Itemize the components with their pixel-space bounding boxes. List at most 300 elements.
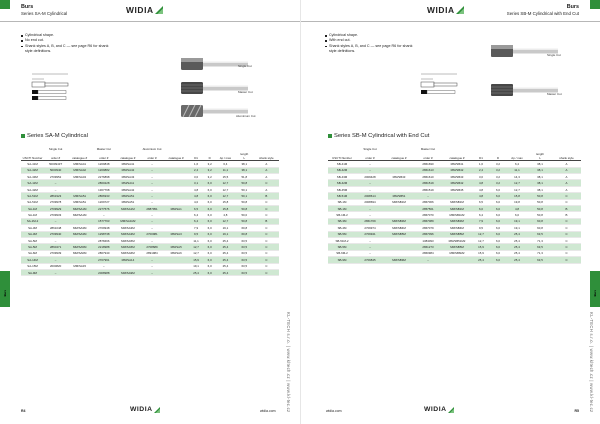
table-header-cell: order # xyxy=(141,156,164,161)
table-cell: 2867070 xyxy=(414,212,442,218)
vertical-url: KL-TECH s.r.o. | www.kltech.cz | www.kl-tec.cz xyxy=(589,312,594,413)
table-cell: 2709940 xyxy=(44,231,67,237)
table-cell: 6,0 xyxy=(203,193,216,199)
table-cell: 14,3 xyxy=(506,174,528,180)
table-cell: MM/SB6M2 xyxy=(442,250,472,256)
table-cell: 2008614 xyxy=(356,193,384,199)
table-cell: 2709941 xyxy=(356,231,384,237)
widia-logo-icon xyxy=(448,407,454,413)
table-cell: SB-4M xyxy=(328,225,356,231)
footer-logo-text: WIDIA xyxy=(424,406,447,413)
table-cell: MM/SA1M2 xyxy=(115,218,140,224)
table-header-cell: Aluminium Cut xyxy=(142,147,162,152)
table-cell: 60,8 xyxy=(528,225,552,231)
table-header-cell: L xyxy=(528,156,552,161)
table-header-cell: catalogue # xyxy=(442,156,472,161)
table-cell: 2867079 xyxy=(414,225,442,231)
table-cell: SB-45M xyxy=(328,186,356,192)
table-cell: 15,5 xyxy=(216,174,235,180)
table-cell: 2009428 xyxy=(356,174,384,180)
table-cell: 25,4 xyxy=(216,244,235,250)
table-cell: 2277576 xyxy=(92,206,115,212)
page-header xyxy=(301,0,600,22)
table-cell: 2700981 xyxy=(141,231,164,237)
table-cell: 2887951 xyxy=(141,206,164,212)
table-header-cell: USCTI Number xyxy=(22,156,43,161)
page-footer xyxy=(0,404,300,424)
table-cell: 50,1 xyxy=(235,193,254,199)
table-cell: 25,4 xyxy=(506,237,528,243)
table-cell: 2867066 xyxy=(414,199,442,205)
table-cell: C xyxy=(552,199,581,205)
table-cell: MM/SB3M xyxy=(442,218,472,224)
table-cell: 71,3 xyxy=(528,250,552,256)
table-cell: 12,7 xyxy=(216,193,235,199)
page-subtitle: Series SA-M Cylindrical xyxy=(21,11,68,16)
table-cell: 2709845 xyxy=(356,257,384,263)
table-cell: MM/SA3 xyxy=(164,231,189,237)
table-cell: SA-11M xyxy=(21,180,44,186)
table-cell: 19,1 xyxy=(189,263,204,269)
table-cell: SA-15M xyxy=(21,263,44,269)
bullet-item: With end cut. xyxy=(325,38,420,43)
table-cell: 3,1 xyxy=(189,180,204,186)
table-cell: C xyxy=(552,244,581,250)
table-cell: – xyxy=(356,161,384,167)
table-cell: 63,5 xyxy=(235,257,254,263)
table-cell: 6,0 xyxy=(490,206,506,212)
table-header-cell: order # xyxy=(92,156,115,161)
table-cell: 19,8 xyxy=(506,199,528,205)
table-header-cell: length xyxy=(536,151,544,156)
table-cell: C xyxy=(254,225,279,231)
table-cell: C xyxy=(254,263,279,269)
table-cell: – xyxy=(92,263,115,269)
table-cell: 7,9 xyxy=(472,218,490,224)
table-cell: MM/SA51 xyxy=(115,193,140,199)
table-cell: 3,0 xyxy=(472,174,490,180)
table-header-cell: D1 xyxy=(189,156,204,161)
table-cell: SA-5M xyxy=(21,244,44,250)
table-cell: C xyxy=(254,231,279,237)
table-cell: MM/SB51 xyxy=(384,193,414,199)
table-cell: 19,1 xyxy=(506,218,528,224)
table-row xyxy=(21,269,279,275)
table-cell: 11,1 xyxy=(189,237,204,243)
widia-logo-icon xyxy=(154,407,160,413)
table-cell: 25,4 xyxy=(216,250,235,256)
table-cell: 38,1 xyxy=(528,186,552,192)
table-cell: 50,8 xyxy=(235,180,254,186)
table-cell: MM/SB3M xyxy=(384,218,414,224)
table-cell: MM/SA43 xyxy=(115,174,140,180)
table-cell: MM/SA42 xyxy=(67,167,92,173)
table-cell: – xyxy=(141,186,164,192)
table-cell: 15,9 xyxy=(472,250,490,256)
section-square-icon xyxy=(21,134,25,138)
table-cell: 6,0 xyxy=(203,206,216,212)
section-title-text: Series SB-M Cylindrical with End Cut xyxy=(334,133,430,139)
side-tab-label: Burs xyxy=(3,290,7,297)
table-cell: 63,5 xyxy=(528,231,552,237)
table-cell: SB-42M xyxy=(328,180,356,186)
table-cell: 2861923 xyxy=(44,193,67,199)
table-cell: 6,0 xyxy=(203,199,216,205)
table-cell: SA-1M xyxy=(21,206,44,212)
table-cell: 4,8 xyxy=(189,193,204,199)
table-cell: 3,0 xyxy=(189,174,204,180)
table-cell: 6,0 xyxy=(490,237,506,243)
table-cell: 6,4 xyxy=(506,161,528,167)
table-cell: MM/SA3M xyxy=(67,225,92,231)
table-cell: 2218988 xyxy=(92,244,115,250)
table-cell: 15,8 xyxy=(216,206,235,212)
table-cell: 4,8 xyxy=(506,206,528,212)
bullet-item: Cylindrical shape. xyxy=(325,33,420,38)
widia-logo-icon xyxy=(456,6,464,14)
table-cell: A xyxy=(254,167,279,173)
table-cell: 6,0 xyxy=(490,244,506,250)
table-cell: 6,0 xyxy=(203,263,216,269)
table-cell: SA-42M xyxy=(21,167,44,173)
table-cell: 60,8 xyxy=(235,231,254,237)
table-header-cell: catalogue # xyxy=(384,156,414,161)
table-cell: 50,1 xyxy=(235,186,254,192)
table-cell: 12,7 xyxy=(506,180,528,186)
table-cell: 1384093 xyxy=(414,237,442,243)
table-cell: 2866933 xyxy=(92,193,115,199)
table-cell: 1307768 xyxy=(92,186,115,192)
footer-logo xyxy=(130,406,160,413)
product-table xyxy=(328,147,581,264)
page-footer xyxy=(301,404,600,424)
table-cell: – xyxy=(356,212,384,218)
table-cell: SB-3M xyxy=(328,218,356,224)
table-cell: 6,4 xyxy=(472,212,490,218)
table-cell: 19,1 xyxy=(216,231,235,237)
table-cell: MM/SA9M xyxy=(115,269,140,275)
table-cell: 2857561 xyxy=(414,206,442,212)
table-cell: 2861519 xyxy=(414,186,442,192)
tool-caption: Single Cut xyxy=(238,64,252,68)
table-cell: – xyxy=(141,237,164,243)
tool-caption: Master Cut xyxy=(547,92,562,96)
table-cell: SB-5M xyxy=(328,231,356,237)
table-cell: 11,1 xyxy=(216,167,235,173)
table-cell: 25,4 xyxy=(506,244,528,250)
table-cell: – xyxy=(356,186,384,192)
table-cell: A xyxy=(552,161,581,167)
table-cell: 63,5 xyxy=(528,257,552,263)
table-cell: – xyxy=(44,269,67,275)
table-cell: 2861048 xyxy=(44,225,67,231)
table-cell: 4,8 xyxy=(472,180,490,186)
dimension-diagram xyxy=(30,70,70,100)
table-cell: 1209727 xyxy=(92,199,115,205)
table-cell: – xyxy=(141,263,164,269)
table-cell: 1209848 xyxy=(92,161,115,167)
table-cell: A xyxy=(552,174,581,180)
table-cell: 6,0 xyxy=(490,257,506,263)
table-cell: SA-1M xyxy=(21,212,44,218)
table-cell: 6,0 xyxy=(490,218,506,224)
table-cell: SB-51M-2 xyxy=(328,237,356,243)
table-cell: – xyxy=(44,218,67,224)
table-cell: 15,9 xyxy=(472,244,490,250)
table-cell: 60,8 xyxy=(235,225,254,231)
table-cell: MM/SA5M xyxy=(115,244,140,250)
table-cell: 12,7 xyxy=(506,186,528,192)
table-cell: C xyxy=(254,250,279,256)
footer-site-link[interactable]: widia.com xyxy=(326,409,342,413)
table-cell: – xyxy=(141,269,164,275)
table-cell: SB-9M xyxy=(328,257,356,263)
table-cell: 60,8 xyxy=(528,218,552,224)
dimension-diagram xyxy=(419,70,459,100)
table-cell: 3,2 xyxy=(203,167,216,173)
table-cell: C xyxy=(254,269,279,275)
table-cell: C xyxy=(552,218,581,224)
table-cell: MM/SB45 xyxy=(442,186,472,192)
table-cell: 12,7 xyxy=(216,186,235,192)
table-cell: MM/SA11 xyxy=(115,180,140,186)
table-cell: B xyxy=(552,206,581,212)
table-cell: 1577763 xyxy=(92,218,115,224)
table-cell: 2861610 xyxy=(414,174,442,180)
table-cell: SB-6M-2 xyxy=(328,250,356,256)
table-cell: 6,0 xyxy=(203,212,216,218)
table-cell: 6,5 xyxy=(472,199,490,205)
table-cell: SA-42M xyxy=(21,186,44,192)
table-cell: 2708689 xyxy=(141,244,164,250)
table-cell: 63,5 xyxy=(528,244,552,250)
table-header-cell: L xyxy=(235,156,254,161)
footer-site-link[interactable]: widia.com xyxy=(260,409,276,413)
table-cell: 6,5 xyxy=(189,206,204,212)
table-cell: B xyxy=(254,218,279,224)
table-cell: 25,4 xyxy=(216,269,235,275)
table-cell: 2709978 xyxy=(44,199,67,205)
table-cell: MM/SB1M xyxy=(442,206,472,212)
table-cell: MM/SA42 xyxy=(115,186,140,192)
table-cell: 4,0 xyxy=(189,199,204,205)
table-cell: SB-1M-2 xyxy=(328,212,356,218)
table-cell: 6,0 xyxy=(472,206,490,212)
table-cell: 2878466 xyxy=(92,237,115,243)
table-cell: 6,0 xyxy=(490,186,506,192)
table-cell: 6,4 xyxy=(216,161,235,167)
table-cell: 12,7 xyxy=(216,180,235,186)
table-cell: 71,3 xyxy=(528,237,552,243)
table-cell: C xyxy=(552,237,581,243)
table-cell: 2709933 xyxy=(44,212,67,218)
table-cell: 2709948 xyxy=(92,225,115,231)
table-cell: SA-3M xyxy=(21,225,44,231)
table-header-cell: Master Cut xyxy=(96,147,111,152)
table-cell: 2709952 xyxy=(44,174,67,180)
table-cell: 12,7 xyxy=(216,218,235,224)
bullet-item: Shank styles A, B, and C — see page R6 for shank style definitions. xyxy=(21,44,116,55)
table-cell: MM/SB43 xyxy=(442,174,472,180)
table-header-cell: D xyxy=(490,156,506,161)
table-cell: – xyxy=(356,244,384,250)
section-square-icon xyxy=(328,134,332,138)
table-cell: 5000943T xyxy=(44,161,67,167)
table-cell: 2867940 xyxy=(92,250,115,256)
table-cell: MM/SA3M xyxy=(67,231,92,237)
footer-logo xyxy=(424,406,454,413)
table-cell xyxy=(164,269,189,275)
page-title: Burs xyxy=(566,4,579,10)
table-header-cell: order # xyxy=(44,156,67,161)
table-cell: MM/SB42 xyxy=(442,180,472,186)
table-cell: 12,7 xyxy=(472,231,490,237)
table-cell: 2707961 xyxy=(92,257,115,263)
table-cell: MM/SA41 xyxy=(115,161,140,167)
table-cell: – xyxy=(141,199,164,205)
table-cell: 50,8 xyxy=(528,212,552,218)
logo-text: WIDIA xyxy=(427,5,455,15)
table-cell: 12,7 xyxy=(472,237,490,243)
table-cell: 50,0 xyxy=(235,212,254,218)
table-cell: – xyxy=(44,237,67,243)
table-cell: 2709939 xyxy=(44,250,67,256)
table-cell: SB-1M xyxy=(328,206,356,212)
table-cell: 38,1 xyxy=(528,161,552,167)
table-cell: 6,0 xyxy=(506,212,528,218)
side-tab xyxy=(590,271,600,307)
table-cell: – xyxy=(141,257,164,263)
page-header xyxy=(0,0,300,22)
table-cell: 2008694 xyxy=(356,199,384,205)
table-cell: 3,2 xyxy=(490,167,506,173)
table-cell: 25,4 xyxy=(189,269,204,275)
table-cell: 4,8 xyxy=(472,186,490,192)
table-cell: 38,1 xyxy=(528,167,552,173)
feature-bullets xyxy=(325,33,420,55)
table-cell: MM/SB1M xyxy=(442,199,472,205)
table-cell: 50,8 xyxy=(235,199,254,205)
table-cell: MM/SA6M xyxy=(115,250,140,256)
table-cell: 4,8 xyxy=(189,186,204,192)
table-cell: 6,0 xyxy=(203,225,216,231)
tool-caption: Aluminium Cut xyxy=(236,114,256,118)
table-cell: MM/SA1M xyxy=(115,206,140,212)
table-cell: MM/SB51M2 xyxy=(442,237,472,243)
table-header-cell: length xyxy=(240,151,249,156)
table-cell: 1209882 xyxy=(92,167,115,173)
table-cell: – xyxy=(44,257,67,263)
table-cell: 6,0 xyxy=(203,257,216,263)
table-cell: 51,8 xyxy=(235,174,254,180)
table-cell: – xyxy=(141,161,164,167)
table-cell: – xyxy=(414,193,442,199)
table-cell: SB-43M xyxy=(328,174,356,180)
table-cell: 2860228 xyxy=(92,180,115,186)
table-cell: 4,8 xyxy=(472,193,490,199)
table-cell: 6,0 xyxy=(490,225,506,231)
table-cell: SA-9M xyxy=(21,269,44,275)
section-title xyxy=(21,133,88,139)
table-cell: 50,8 xyxy=(528,199,552,205)
tool-caption: Single Cut xyxy=(547,53,561,57)
table-cell: 15,9 xyxy=(189,257,204,263)
table-cell: SA-43M xyxy=(21,174,44,180)
table-cell: B xyxy=(254,193,279,199)
table-cell: 38,1 xyxy=(235,161,254,167)
table-cell: MM/SB41 xyxy=(442,161,472,167)
table-cell: A xyxy=(254,161,279,167)
table-cell: MM/SB4M xyxy=(442,225,472,231)
table-cell: MM/SA1M xyxy=(67,212,92,218)
table-cell: 1,6 xyxy=(472,161,490,167)
table-cell: 2867096 xyxy=(414,231,442,237)
table-cell: SB-42M xyxy=(328,167,356,173)
bullet-item: Shank styles A, B, and C — see page R6 for shank style definitions. xyxy=(325,44,420,55)
table-cell: 2861613 xyxy=(414,167,442,173)
table-cell: 25,4 xyxy=(506,257,528,263)
table-cell: – xyxy=(356,250,384,256)
widia-logo xyxy=(126,5,163,15)
table-cell: SB-51M xyxy=(328,193,356,199)
widia-logo-icon xyxy=(155,6,163,14)
table-cell: C xyxy=(552,250,581,256)
table-cell: SA-41M xyxy=(21,161,44,167)
table-header-cell: catalogue # xyxy=(164,156,189,161)
table-cell: C xyxy=(254,199,279,205)
table-cell: 11,1 xyxy=(506,167,528,173)
page-number: R5 xyxy=(574,409,579,413)
table-cell: MM/SA1M xyxy=(67,206,92,212)
table-cell: SA-5M xyxy=(21,237,44,243)
table-cell: MM/SA3M xyxy=(115,225,140,231)
table-cell xyxy=(442,257,472,263)
table-cell: SB-41M xyxy=(328,161,356,167)
table-cell: MM/SB4M xyxy=(384,225,414,231)
table-cell: C xyxy=(552,225,581,231)
table-cell: 2861273 xyxy=(414,244,442,250)
table-header-cell: shank style xyxy=(552,156,581,161)
page-subtitle: Series SB-M Cylindrical with End Cut xyxy=(506,11,579,16)
table-cell: – xyxy=(356,237,384,243)
table-cell: 2000820 xyxy=(44,263,67,269)
table-cell: – xyxy=(356,206,384,212)
table-cell: 38,1 xyxy=(528,180,552,186)
table-cell: SA-3M xyxy=(21,231,44,237)
table-cell: MM/SB1M2 xyxy=(442,212,472,218)
table-cell: 6,0 xyxy=(203,250,216,256)
table-cell: 25,4 xyxy=(472,257,490,263)
table-cell: 2861519 xyxy=(414,180,442,186)
table-cell: 50,8 xyxy=(235,206,254,212)
widia-logo xyxy=(427,5,464,15)
table-cell: 2709974 xyxy=(356,225,384,231)
table-cell: 2891984 xyxy=(141,250,164,256)
table-cell: 15,8 xyxy=(216,199,235,205)
table-header-cell: D1 xyxy=(472,156,490,161)
table-cell: – xyxy=(44,180,67,186)
table-cell: B xyxy=(552,212,581,218)
bullet-item: No end cut. xyxy=(21,38,116,43)
table-cell: 9,5 xyxy=(472,225,490,231)
table-cell: C xyxy=(254,237,279,243)
table-cell: 63,5 xyxy=(235,269,254,275)
logo-text: WIDIA xyxy=(126,5,154,15)
table-cell: 19,1 xyxy=(216,225,235,231)
table-cell: 38,1 xyxy=(528,174,552,180)
table-cell: 6,0 xyxy=(203,180,216,186)
table-cell: 2867089 xyxy=(414,218,442,224)
